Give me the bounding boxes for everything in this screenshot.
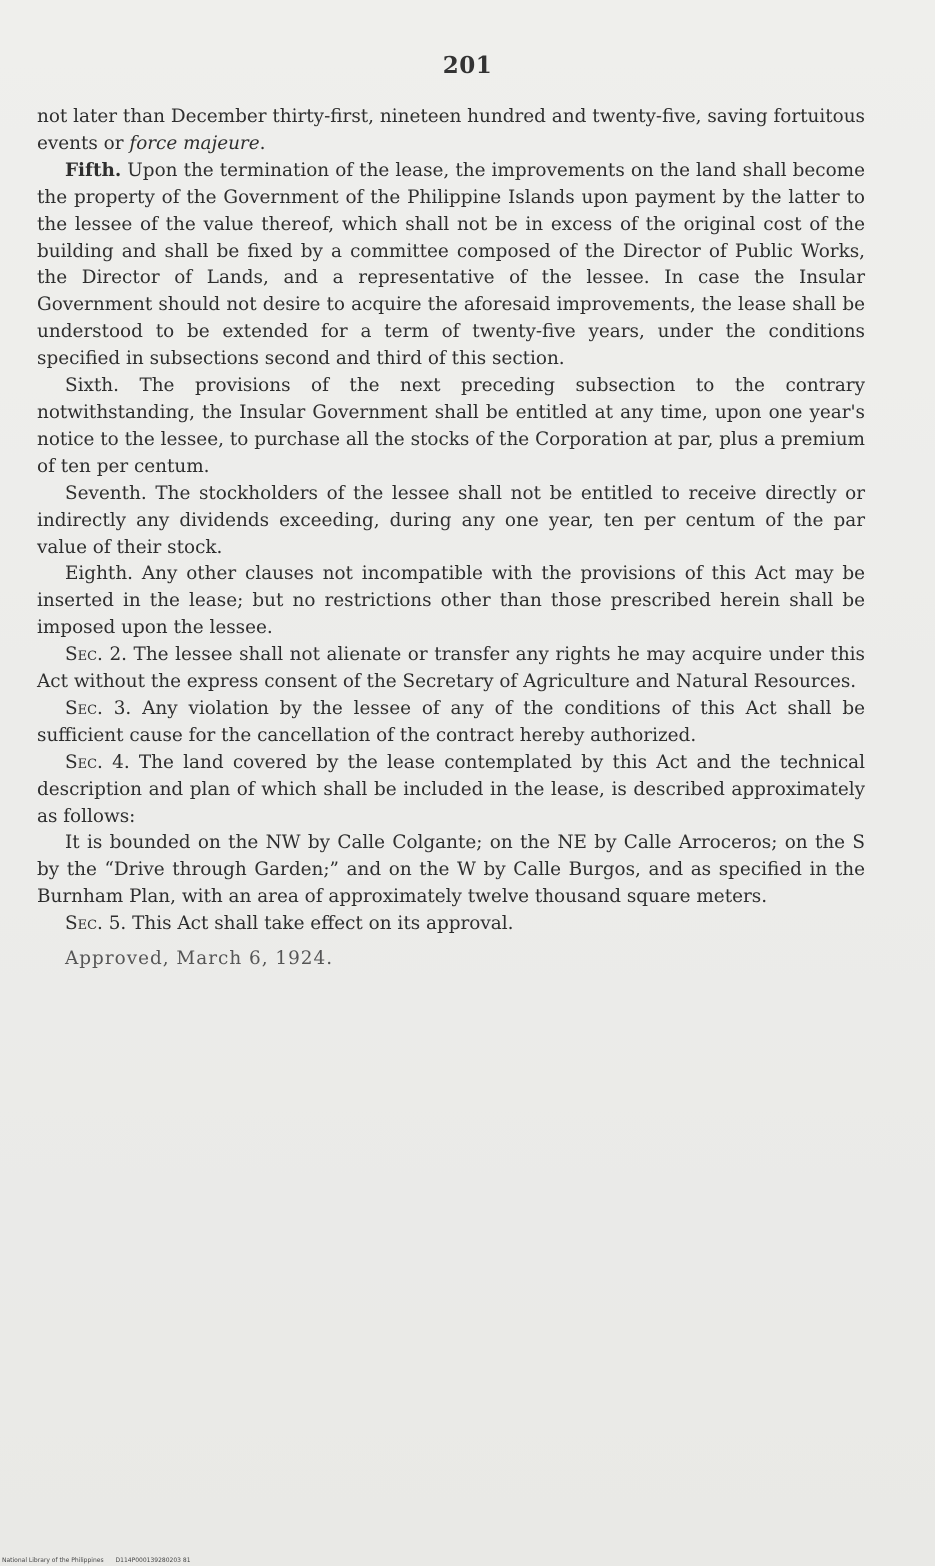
paragraph-sixth <box>37 373 865 481</box>
approval-line: Approved, March 6, 1924. <box>65 948 334 970</box>
paragraph-text: The provisions of the next preceding subsection to the contrary notwithstanding, the Insular Government shall be entitled at any time, upon one year's notice to the lessee, to purchase all the stocks of the Corporation at par, plus a premium of ten per centum. <box>37 375 865 477</box>
paragraph-lead: Eighth. <box>65 563 134 585</box>
paragraph-fifth <box>37 158 865 373</box>
section-lead: Sec. 3. <box>65 697 132 719</box>
paragraph-seventh <box>37 481 865 562</box>
paragraph-tail: . <box>259 132 266 154</box>
paragraph-text: This Act shall take effect on its approval. <box>126 913 514 935</box>
section-lead: Sec. 5. <box>65 913 127 935</box>
page-number: 201 <box>442 52 493 79</box>
footer-library: National Library of the Philippines <box>2 1557 104 1564</box>
paragraph-text: The land covered by the lease contemplated by this Act and the technical description and plan of which shall be included in the lease, is described approximately as follows: <box>37 751 865 827</box>
paragraph-text: It is bounded on the NW by Calle Colgante; on the NE by Calle Arroceros; on the S by the “Drive through Garden;” and on the W by Calle Burgos, and as specified in the Burnham Plan, with an area of approximately twelve thousand square meters. <box>37 832 865 908</box>
paragraph-lead: Fifth. <box>65 159 122 181</box>
paragraph-text: The stockholders of the lessee shall not be entitled to receive directly or indirectly any dividends exceeding, during any one year, ten per centum of the par value of their stock. <box>37 482 865 558</box>
footer-attribution <box>2 1557 201 1564</box>
paragraph-text: Upon the termination of the lease, the improvements on the land shall become the property of the Government of the Philippine Islands upon payment by the latter to the lessee of the value thereof, which shall not be in excess of the original cost of the building and shall be fixed by a committee composed of the Director of Public Works, the Director of Lands, and a representative of the lessee. In case the Insular Government should not desire to acquire the aforesaid improvements, the lease shall be understood to be extended for a term of twenty-five years, under the conditions specified in subsections second and third of this section. <box>37 159 865 370</box>
body-text <box>37 104 865 973</box>
paragraph-sec-3 <box>37 696 865 750</box>
footer-code: D114P000139280203 81 <box>115 1557 191 1564</box>
paragraph-lead: Sixth. <box>65 375 119 397</box>
paragraph-eighth <box>37 561 865 642</box>
paragraph-text: Any other clauses not incompatible with the provisions of this Act may be inserted in the lease; but no restrictions other than those prescribed herein shall be imposed upon the lessee. <box>37 563 865 639</box>
italic-phrase: force majeure <box>129 132 260 154</box>
paragraph-sec-2 <box>37 642 865 696</box>
section-lead: Sec. 4. <box>65 751 130 773</box>
paragraph-continuation <box>37 104 865 158</box>
paragraph-text: The lessee shall not alienate or transfer any rights he may acquire under this Act without the express consent of the Secretary of Agriculture and Natural Resources. <box>37 644 865 693</box>
paragraph-sec-4 <box>37 750 865 831</box>
paragraph-sec-5 <box>37 911 865 938</box>
paragraph-text: Any violation by the lessee of any of the conditions of this Act shall be sufficient cause for the cancellation of the contract hereby authorized. <box>37 697 865 746</box>
paragraph-text: not later than December thirty-first, nineteen hundred and twenty-five, saving fortuitous events or <box>37 106 865 154</box>
section-lead: Sec. 2. <box>65 644 127 666</box>
paragraph-lead: Seventh. <box>65 482 147 504</box>
paragraph-boundaries <box>37 830 865 911</box>
